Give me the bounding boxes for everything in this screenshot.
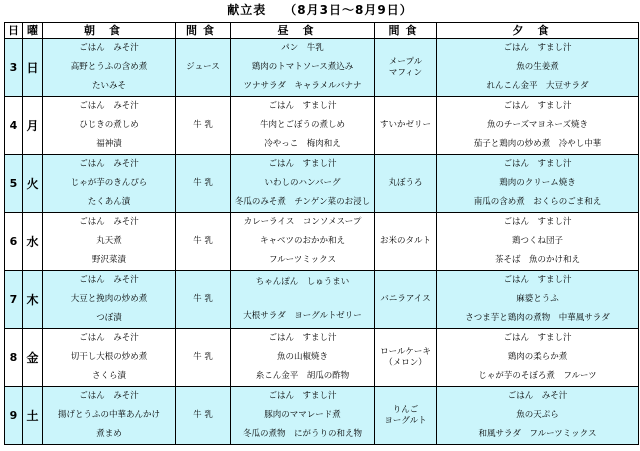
afternoon-snack-cell bbox=[375, 329, 437, 387]
menu-item: 牛 乳 bbox=[193, 178, 213, 188]
menu-item: 高野とうふの含め煮 bbox=[70, 61, 148, 72]
afternoon-snack-cell bbox=[375, 155, 437, 213]
lunch-cell bbox=[231, 271, 375, 329]
menu-period: （8月3日～8月9日） bbox=[284, 3, 413, 17]
menu-item: ごはん すまし汁 bbox=[268, 391, 337, 402]
col-header-dinner: 夕食 bbox=[437, 23, 639, 39]
col-header-dow: 曜 bbox=[23, 23, 43, 39]
menu-item: 鶏肉のクリーム焼き bbox=[499, 177, 576, 188]
weekday-cell: 月 bbox=[23, 97, 43, 155]
menu-item: 牛 乳 bbox=[193, 120, 213, 130]
page-title bbox=[0, 2, 640, 18]
lunch-cell bbox=[231, 39, 375, 97]
menu-item: 牛肉とごぼうの煮しめ bbox=[259, 119, 345, 130]
menu-item: マフィン bbox=[388, 67, 423, 78]
menu-item: 鶏肉の柔らか煮 bbox=[507, 351, 568, 362]
breakfast-cell bbox=[43, 213, 176, 271]
dinner-cell bbox=[437, 213, 639, 271]
menu-item: 煮まめ bbox=[96, 428, 122, 439]
menu-item: 揚げとうふの中華あんかけ bbox=[57, 409, 160, 420]
menu-item: 冷やっこ 梅肉和え bbox=[264, 138, 341, 149]
menu-item: 大根サラダ ヨーグルトゼリー bbox=[243, 310, 362, 321]
menu-item: 麻婆とうふ bbox=[516, 293, 559, 304]
menu-item: バニラアイス bbox=[380, 294, 431, 304]
menu-item: キャベツのおかか和え bbox=[259, 235, 345, 246]
weekday-cell: 土 bbox=[23, 387, 43, 445]
menu-item: 冬瓜の煮物 にがうりの和え物 bbox=[242, 428, 362, 439]
menu-item: フルーツミックス bbox=[268, 254, 337, 265]
breakfast-cell bbox=[43, 387, 176, 445]
weekday-cell: 金 bbox=[23, 329, 43, 387]
menu-item: 鶏つくね団子 bbox=[511, 235, 563, 246]
menu-item: たいみそ bbox=[91, 80, 126, 91]
menu-item: ごはん みそ汁 bbox=[79, 333, 139, 344]
menu-item: ヨーグルト bbox=[384, 415, 427, 426]
menu-item: お米のタルト bbox=[379, 236, 431, 246]
dinner-cell bbox=[437, 271, 639, 329]
lunch-cell bbox=[231, 329, 375, 387]
menu-item: 牛 乳 bbox=[193, 236, 213, 246]
col-header-day: 日 bbox=[5, 23, 23, 39]
day-cell: 8 bbox=[5, 329, 23, 387]
menu-item: ごはん すまし汁 bbox=[503, 333, 572, 344]
menu-item: ジュース bbox=[186, 62, 220, 72]
menu-item: じゃが芋のそぼろ煮 フルーツ bbox=[478, 370, 597, 381]
menu-item: ごはん みそ汁 bbox=[79, 217, 139, 228]
menu-table bbox=[4, 22, 639, 445]
menu-item: いわしのハンバーグ bbox=[264, 177, 341, 188]
menu-item: ごはん みそ汁 bbox=[79, 101, 139, 112]
weekday-cell: 火 bbox=[23, 155, 43, 213]
menu-item: ロールケーキ bbox=[380, 346, 431, 357]
menu-item: ごはん すまし汁 bbox=[503, 275, 572, 286]
afternoon-snack-cell bbox=[375, 97, 437, 155]
menu-item: 魚のチーズマヨネーズ焼き bbox=[487, 119, 588, 130]
menu-item: 丸ぼうろ bbox=[388, 178, 423, 188]
menu-item: 牛 乳 bbox=[193, 410, 213, 420]
breakfast-cell bbox=[43, 155, 176, 213]
menu-item: ごはん みそ汁 bbox=[79, 159, 139, 170]
lunch-cell bbox=[231, 97, 375, 155]
menu-item: 南瓜の含め煮 おくらのごま和え bbox=[473, 196, 602, 207]
menu-item: たくあん漬 bbox=[87, 196, 131, 207]
menu-item: 糸こん金平 胡瓜の酢物 bbox=[255, 370, 350, 381]
afternoon-snack-cell bbox=[375, 39, 437, 97]
menu-item: 茄子と鶏肉の炒め煮 冷やし中華 bbox=[473, 138, 602, 149]
menu-item: ごはん みそ汁 bbox=[79, 275, 139, 286]
weekday-cell: 水 bbox=[23, 213, 43, 271]
menu-item: ごはん みそ汁 bbox=[79, 43, 139, 54]
menu-item: じゃが芋のきんぴら bbox=[70, 177, 148, 188]
afternoon-snack-cell bbox=[375, 271, 437, 329]
table-row bbox=[5, 39, 639, 97]
menu-item: ごはん すまし汁 bbox=[503, 159, 572, 170]
breakfast-cell bbox=[43, 39, 176, 97]
morning-snack-cell bbox=[176, 97, 231, 155]
menu-item: ツナサラダ キャラメルバナナ bbox=[243, 80, 362, 91]
menu-item: 和風サラダ フルーツミックス bbox=[478, 428, 597, 439]
weekday-cell: 日 bbox=[23, 39, 43, 97]
menu-item: れんこん金平 大豆サラダ bbox=[486, 80, 589, 91]
menu-item: ごはん すまし汁 bbox=[268, 333, 337, 344]
morning-snack-cell bbox=[176, 39, 231, 97]
table-row bbox=[5, 213, 639, 271]
morning-snack-cell bbox=[176, 213, 231, 271]
menu-body bbox=[5, 39, 639, 445]
breakfast-cell bbox=[43, 329, 176, 387]
weekday-cell: 木 bbox=[23, 271, 43, 329]
menu-item: ごはん すまし汁 bbox=[503, 101, 572, 112]
menu-item: カレーライス コンソメスープ bbox=[243, 217, 362, 228]
breakfast-cell bbox=[43, 271, 176, 329]
col-header-morning-snack: 間食 bbox=[176, 23, 231, 39]
menu-item: 豚肉のママレード煮 bbox=[264, 409, 341, 420]
col-header-afternoon-snack: 間食 bbox=[375, 23, 437, 39]
lunch-cell bbox=[231, 387, 375, 445]
dinner-cell bbox=[437, 97, 639, 155]
dinner-cell bbox=[437, 39, 639, 97]
dinner-cell bbox=[437, 155, 639, 213]
menu-item: ごはん すまし汁 bbox=[503, 43, 572, 54]
menu-item: 魚の生姜煮 bbox=[516, 61, 559, 72]
menu-item: りんご bbox=[392, 404, 419, 415]
day-cell: 6 bbox=[5, 213, 23, 271]
day-cell: 7 bbox=[5, 271, 23, 329]
morning-snack-cell bbox=[176, 329, 231, 387]
day-cell: 4 bbox=[5, 97, 23, 155]
day-cell: 3 bbox=[5, 39, 23, 97]
menu-item: （メロン） bbox=[384, 357, 427, 368]
morning-snack-cell bbox=[176, 387, 231, 445]
menu-item: 丸天煮 bbox=[96, 235, 122, 246]
menu-item: つぼ漬 bbox=[96, 312, 122, 323]
table-row bbox=[5, 155, 639, 213]
lunch-cell bbox=[231, 155, 375, 213]
menu-item: ごはん みそ汁 bbox=[507, 391, 568, 402]
menu-item: ごはん すまし汁 bbox=[268, 159, 337, 170]
lunch-cell bbox=[231, 213, 375, 271]
day-cell: 5 bbox=[5, 155, 23, 213]
afternoon-snack-cell bbox=[375, 387, 437, 445]
menu-item: 牛 乳 bbox=[193, 294, 213, 304]
menu-item: さくら漬 bbox=[91, 370, 126, 381]
header-row bbox=[5, 23, 639, 39]
menu-item: 冬瓜のみそ煮 チンゲン菜のお浸し bbox=[234, 196, 371, 207]
col-header-breakfast: 朝食 bbox=[43, 23, 176, 39]
menu-item: メープル bbox=[388, 56, 423, 67]
menu-item: ごはん みそ汁 bbox=[79, 391, 139, 402]
menu-item: パン 牛乳 bbox=[281, 43, 324, 54]
menu-item: 大豆と挽肉の炒め煮 bbox=[70, 293, 148, 304]
menu-item: 魚の山椒焼き bbox=[276, 351, 328, 362]
dinner-cell bbox=[437, 387, 639, 445]
menu-item: 鶏肉のトマトソース煮込み bbox=[251, 61, 354, 72]
menu-item: 茶そば 魚のかけ和え bbox=[494, 254, 580, 265]
table-row bbox=[5, 97, 639, 155]
menu-item: 牛 乳 bbox=[193, 352, 213, 362]
menu-item: ひじきの煮しめ bbox=[79, 119, 139, 130]
breakfast-cell bbox=[43, 97, 176, 155]
dinner-cell bbox=[437, 329, 639, 387]
table-row bbox=[5, 387, 639, 445]
table-row bbox=[5, 271, 639, 329]
menu-item: ごはん すまし汁 bbox=[268, 101, 337, 112]
menu-item: 魚の天ぷら bbox=[516, 409, 559, 420]
morning-snack-cell bbox=[176, 155, 231, 213]
menu-item: 福神漬 bbox=[96, 138, 122, 149]
menu-item: すいかゼリー bbox=[379, 120, 431, 130]
afternoon-snack-cell bbox=[375, 213, 437, 271]
morning-snack-cell bbox=[176, 271, 231, 329]
menu-title: 献立表 bbox=[227, 3, 267, 17]
menu-item: 野沢菜漬 bbox=[91, 254, 126, 265]
menu-item: ちゃんぽん しゅうまい bbox=[255, 277, 350, 288]
table-row bbox=[5, 329, 639, 387]
menu-item: 切干し大根の炒め煮 bbox=[70, 351, 148, 362]
menu-item: さつま芋と鶏肉の煮物 中華風サラダ bbox=[465, 312, 610, 323]
menu-item: ごはん すまし汁 bbox=[503, 217, 572, 228]
col-header-lunch: 昼食 bbox=[231, 23, 375, 39]
day-cell: 9 bbox=[5, 387, 23, 445]
